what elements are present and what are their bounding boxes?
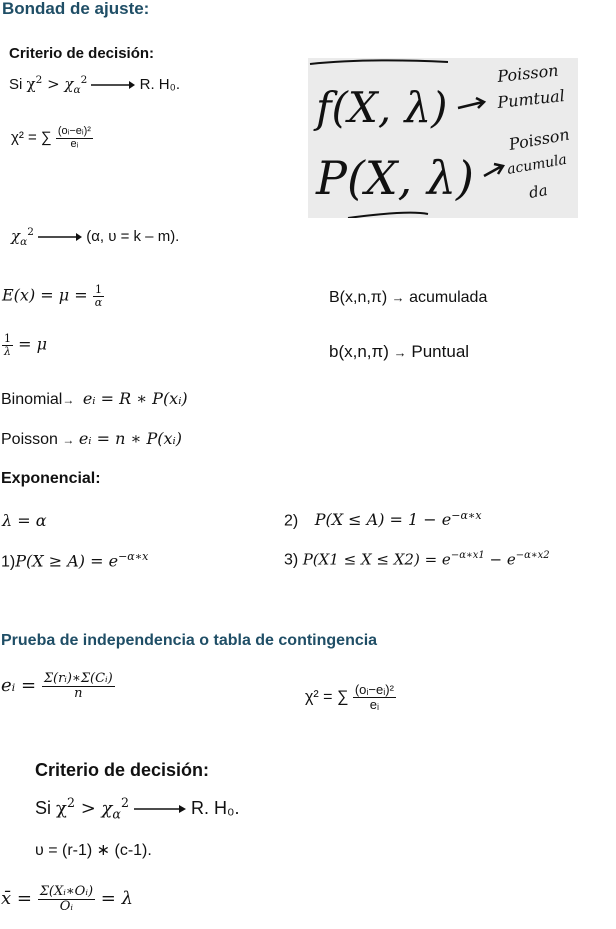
long-arrow-icon <box>91 80 135 90</box>
criterio-si-2: Si <box>35 798 52 818</box>
hand-line1-formula: f(X, λ) <box>316 83 448 132</box>
long-arrow-icon <box>134 804 186 814</box>
item-1-number: 1) <box>1 553 16 571</box>
mean-rhs: = λ <box>100 888 133 910</box>
criterio-result-1: R. H₀. <box>139 76 181 93</box>
independence-title: Prueba de independencia o tabla de contingencia <box>1 632 378 649</box>
inverse-num: 1 <box>4 332 11 345</box>
inverse-den: λ <box>4 344 11 358</box>
item-2-formula: P(X ≤ A) = 1 − e <box>314 510 452 530</box>
df-formula <box>11 226 179 248</box>
chi-formula-1 <box>11 126 93 150</box>
expectation-fraction <box>93 284 104 308</box>
inverse-formula <box>2 333 47 357</box>
inverse-rhs: = μ <box>18 334 47 354</box>
mean-num: Σ(Xᵢ∗Oᵢ) <box>39 884 94 899</box>
expectation-formula <box>2 284 104 308</box>
binomial-row <box>1 389 188 409</box>
criterio-df-2: υ = (r-1) ∗ (c-1). <box>35 842 152 859</box>
item-3-number: 3) <box>284 551 299 569</box>
exponential-item-3 <box>284 550 550 569</box>
mean-lhs: x̄ = <box>1 888 32 910</box>
inverse-fraction <box>2 333 13 357</box>
item-3-minus: − e <box>484 550 516 569</box>
criterio-title-1: Criterio de decisión: <box>9 45 155 62</box>
expectation-den: α <box>94 295 103 309</box>
hand-line2-label1: Poisson <box>507 124 571 154</box>
chi-square-symbol: $\chi^2 > \chi_\alpha^2$ <box>56 795 129 822</box>
chi-formula-2-lhs: χ² = ∑ <box>305 688 349 706</box>
arrow-icon: → <box>62 433 75 447</box>
exponential-lambda: λ = α <box>2 511 47 530</box>
expected-count-lhs: eᵢ = <box>1 675 37 697</box>
mean-fraction <box>38 885 95 913</box>
df-formula-rhs: (α, υ = k – m). <box>86 228 180 245</box>
hand-line1-label1: Poisson <box>496 60 560 86</box>
binom-point-desc: Puntual <box>411 342 470 361</box>
hand-line1-label2: Pumtual <box>496 86 566 112</box>
chi-square-symbol: $\chi^2 > \chi_\alpha^2$ <box>26 74 88 96</box>
item-3-exponent-2: −α∗x2 <box>515 550 550 561</box>
chi-formula-fraction <box>56 126 93 150</box>
mean-den: Oᵢ <box>59 898 73 914</box>
hand-line2-label2: acumula <box>505 151 569 178</box>
exponential-item-1 <box>1 550 148 571</box>
exponential-item-2 <box>284 509 482 530</box>
chi-formula-2-den: eᵢ <box>369 696 380 712</box>
handwriting-drawing <box>308 58 578 218</box>
page-title: Bondad de ajuste: <box>2 0 150 18</box>
binom-cumulative-desc: acumulada <box>409 289 488 306</box>
long-arrow-icon <box>38 232 82 242</box>
chi-formula-2 <box>305 683 396 711</box>
arrow-icon: → <box>391 290 405 305</box>
chi-formula-2-fraction <box>353 683 396 711</box>
criterio-title-2: Criterio de decisión: <box>35 760 210 780</box>
handwritten-note-image <box>308 58 578 218</box>
hand-line2-label3: da <box>527 180 549 202</box>
chi-formula-lhs: χ² = ∑ <box>11 129 52 147</box>
expected-count-fraction <box>42 672 115 700</box>
item-3-exponent-1: −α∗x1 <box>450 550 485 561</box>
criterio-rule-2 <box>35 795 239 822</box>
mean-formula <box>1 885 133 913</box>
expectation-lhs: E(x) = μ = <box>2 285 88 305</box>
item-3-formula: P(X1 ≤ X ≤ X2) = e <box>302 550 451 569</box>
chi-formula-2-num: (oᵢ−eᵢ)² <box>354 682 394 697</box>
chi-formula-num: (oᵢ−eᵢ)² <box>57 125 91 137</box>
binomial-formula: eᵢ = R ∗ P(xᵢ) <box>82 389 188 408</box>
item-2-number: 2) <box>284 512 299 530</box>
criterio-si-1: Si <box>9 76 23 93</box>
binomial-label: Binomial <box>1 391 63 408</box>
poisson-label: Poisson <box>1 431 58 448</box>
chi-formula-den: eᵢ <box>70 137 79 150</box>
exponential-title: Exponencial: <box>1 470 101 487</box>
poisson-row <box>1 429 182 449</box>
chi-alpha-symbol: $\chi_\alpha^2$ <box>11 226 34 248</box>
binom-cumulative-label: B(x,n,π) <box>329 289 388 306</box>
poisson-formula: eᵢ = n ∗ P(xᵢ) <box>78 429 182 448</box>
expected-count-den: n <box>74 685 83 701</box>
binom-point-line <box>329 342 469 362</box>
expected-count-formula <box>1 672 115 700</box>
binom-cumulative-line <box>329 289 487 307</box>
arrow-icon: → <box>393 345 407 360</box>
expectation-num: 1 <box>94 283 102 296</box>
expected-count-num: Σ(rᵢ)∗Σ(Cᵢ) <box>43 671 113 686</box>
item-1-formula: P(X ≥ A) = e <box>15 551 119 571</box>
arrow-icon: → <box>62 393 75 407</box>
item-2-exponent: −α∗x <box>451 509 482 522</box>
item-1-exponent: −α∗x <box>118 550 149 563</box>
criterio-result-2: R. H₀. <box>190 798 240 818</box>
hand-line2-formula: P(X, λ) <box>316 151 474 205</box>
criterio-rule-1 <box>9 74 180 96</box>
binom-point-label: b(x,n,π) <box>329 342 389 361</box>
